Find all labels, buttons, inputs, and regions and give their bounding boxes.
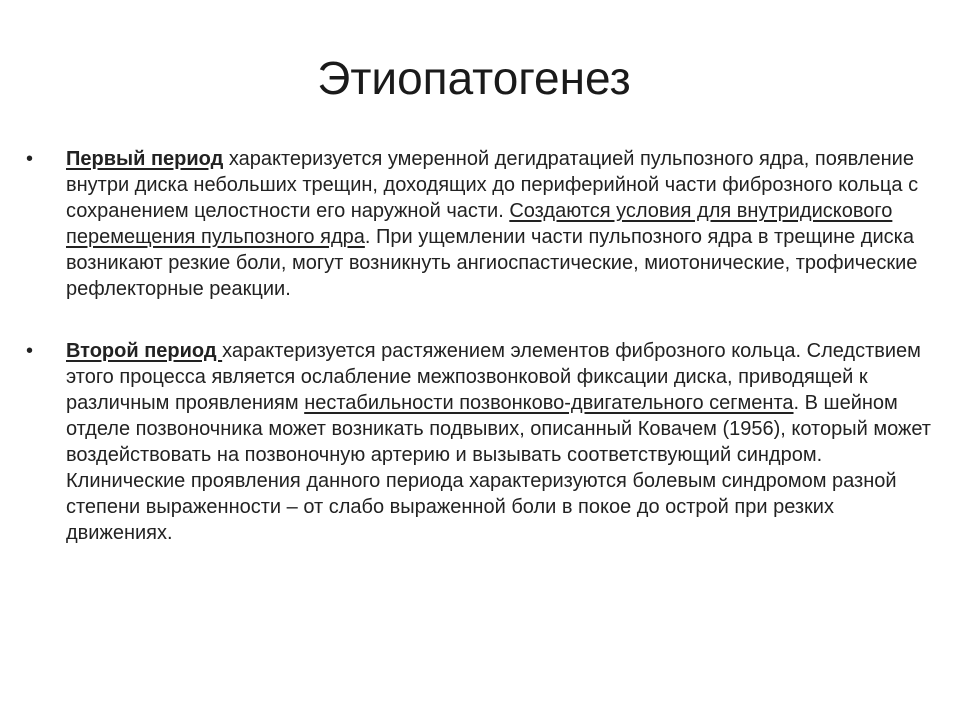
bullet-dot: •	[26, 148, 34, 170]
first-period-term: Первый период	[66, 148, 224, 170]
bullet-first-period	[24, 146, 944, 302]
first-period-underlined-phrase: Создаются условия для внутридискового перемещения пульпозного ядра	[66, 200, 893, 248]
second-period-term: Второй период	[66, 340, 223, 362]
second-period-text-end: . В шейном отделе позвоночника может возникать подвывих, описанный Ковачем (1956), который может воздействовать на позвоночную артерию и вызывать соответствующий синдром. Клинические проявления данного периода характеризуются болевым синдромом разной степени выраженности – от слабо выраженной боли в покое до острой при резких движениях.	[66, 392, 931, 544]
first-period-text-start: характеризуется умеренной дегидратацией пульпозного ядра, появление внутри диска небольших трещин, доходящих до периферийной части фиброзного кольца с сохранением целостности его наружной части.	[66, 148, 919, 222]
first-period-text-end: . При ущемлении части пульпозного ядра в трещине диска возникают резкие боли, могут возникнуть ангиоспастические, миотонические, трофические рефлекторные реакции.	[66, 226, 918, 300]
bullet-dot: •	[26, 340, 34, 362]
bullet-second-period	[24, 338, 944, 546]
slide-title: Этиопатогенез	[317, 52, 631, 104]
bullet-list	[24, 146, 944, 546]
second-period-text-start: характеризуется растяжением элементов фиброзного кольца. Следствием этого процесса является ослабление межпозвонковой фиксации диска, приводящей к различным проявлениям	[66, 340, 921, 414]
second-period-underlined-phrase: нестабильности позвонково-двигательного сегмента	[304, 392, 794, 414]
